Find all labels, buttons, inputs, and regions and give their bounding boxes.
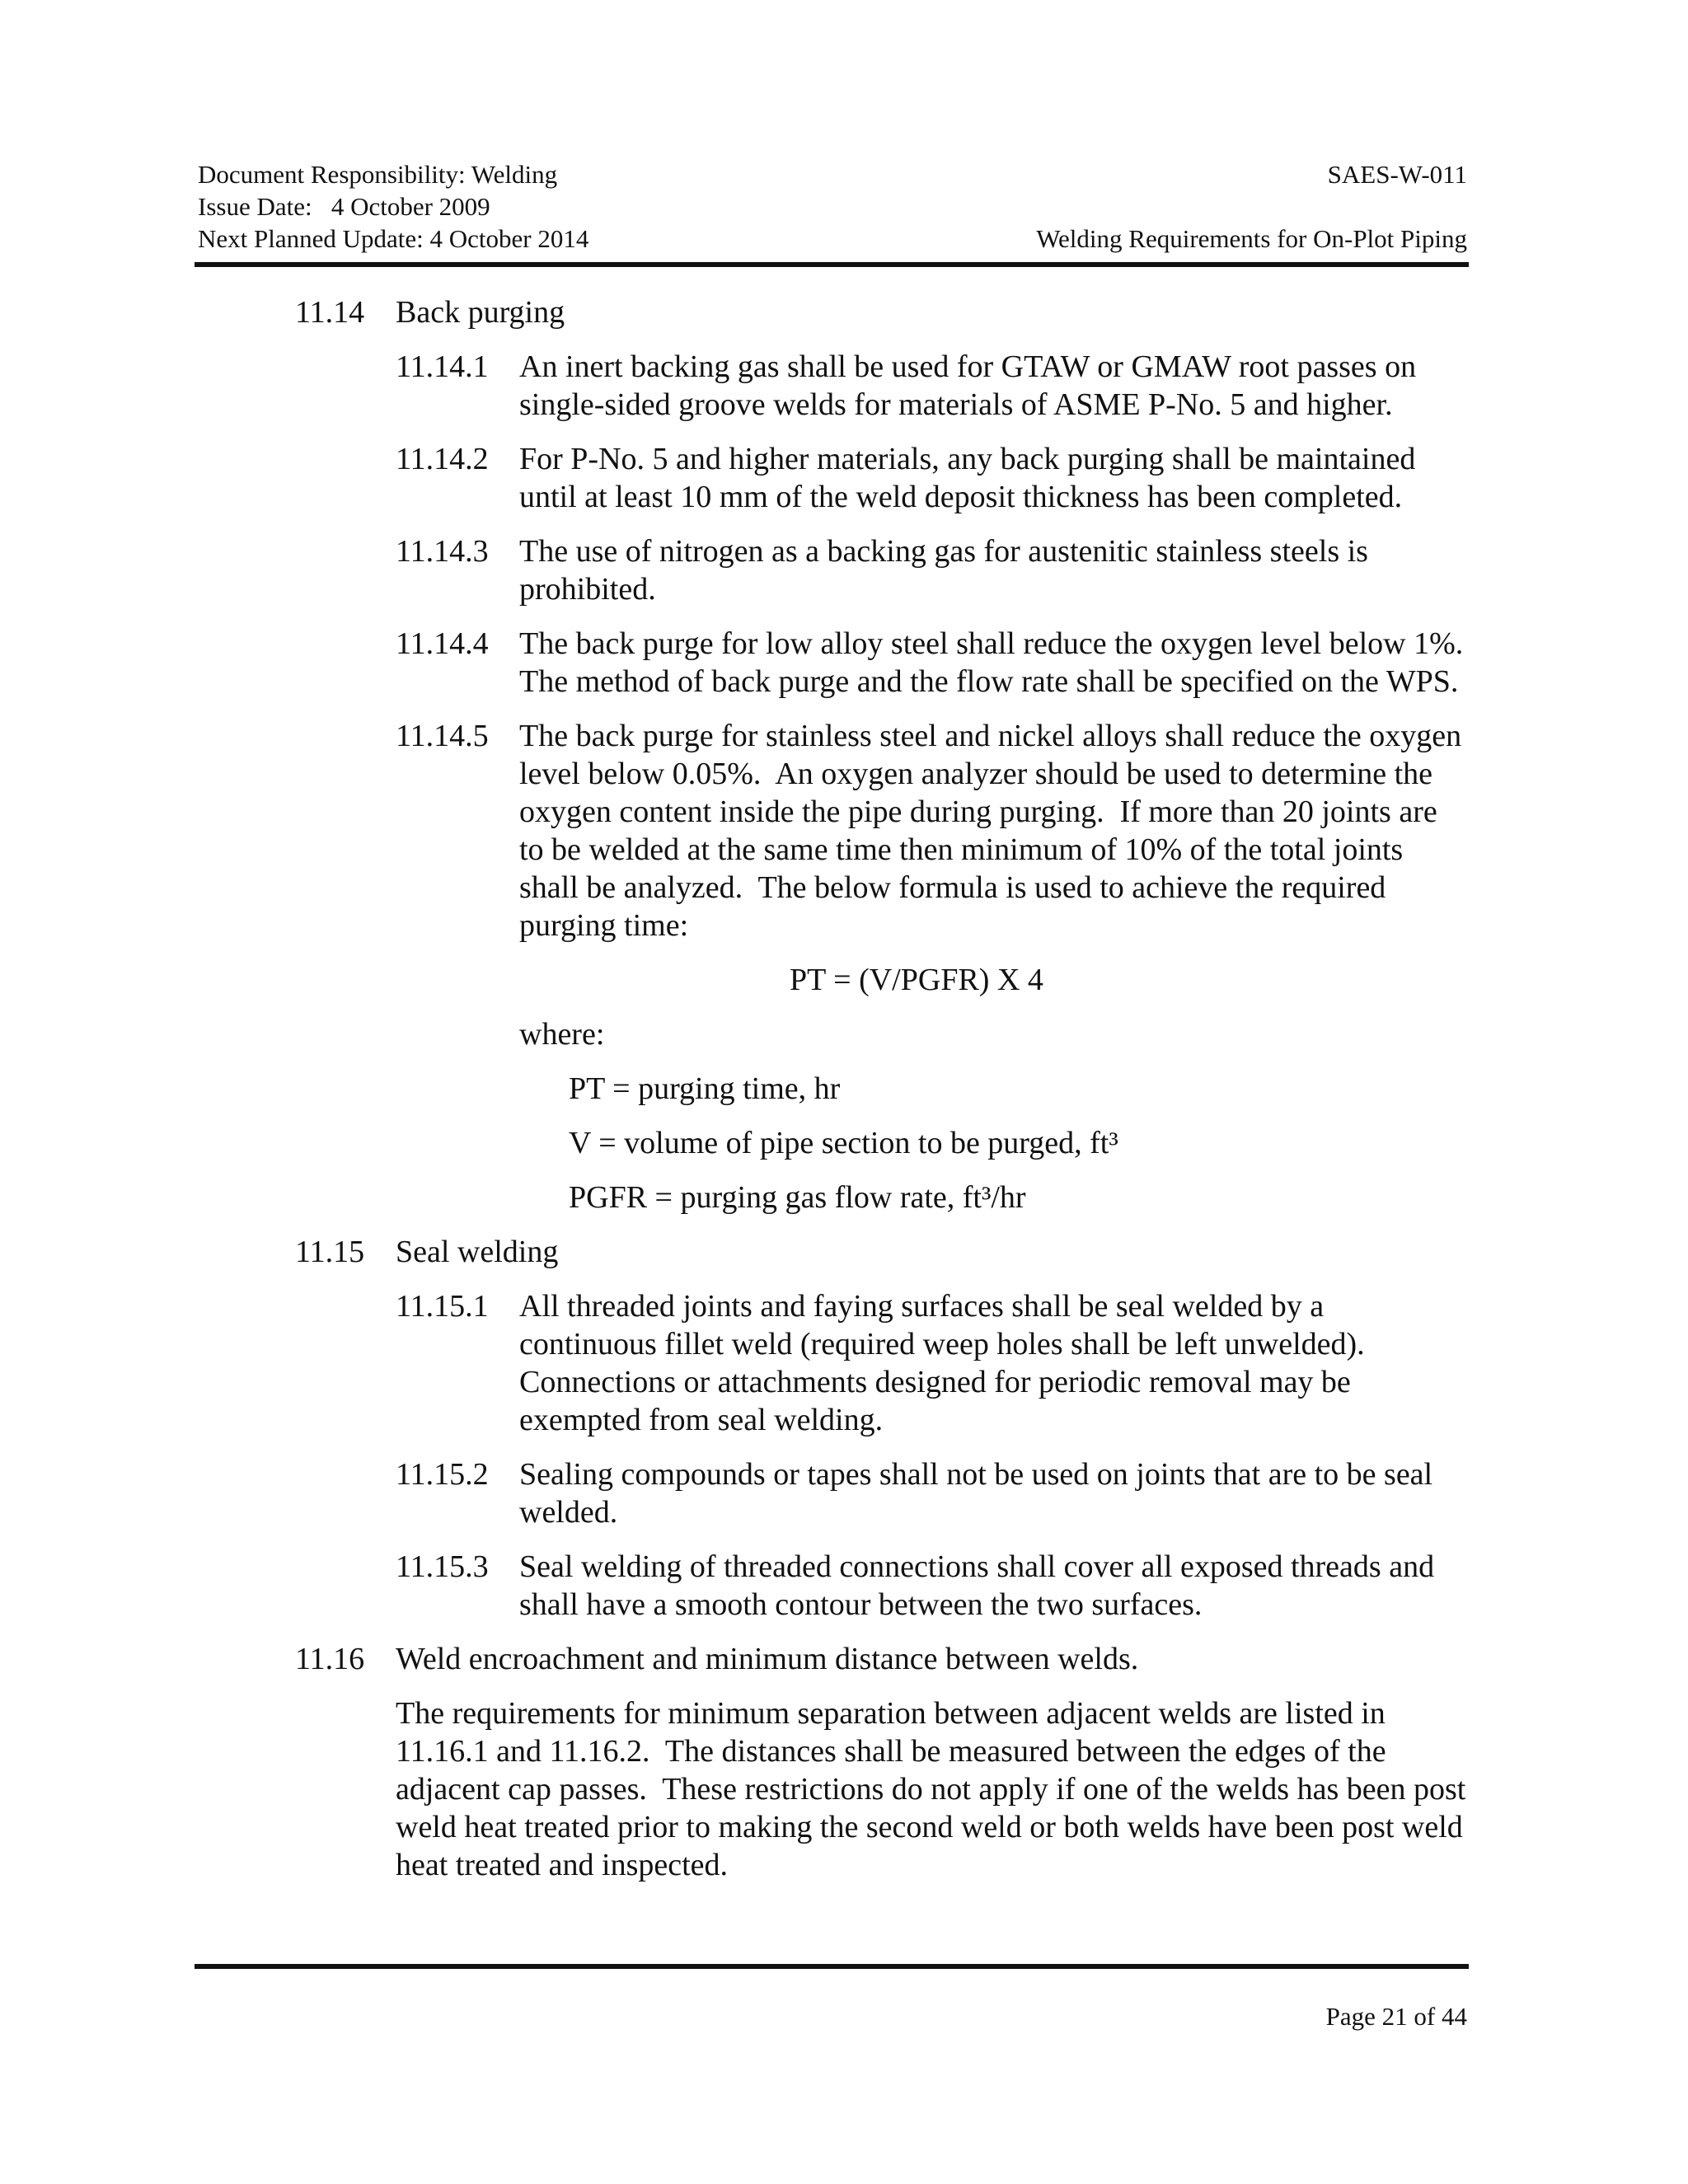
document-title: Welding Requirements for On-Plot Piping [1036,224,1467,253]
header-right [890,158,1467,255]
clause-11-15-1 [396,1287,1467,1439]
section-title: Back purging [396,295,565,330]
definition-pt: PT = purging time, hr [569,1071,841,1106]
clause-number: 11.15.2 [396,1457,489,1492]
definition-pgfr: PGFR = purging gas flow rate, ft³/hr [569,1180,1026,1215]
document-responsibility: Document Responsibility: Welding [198,160,558,189]
section-number: 11.14 [295,295,365,330]
section-number: 11.15 [295,1235,365,1269]
section-11-16-heading [295,1640,1688,1678]
clause-text: All threaded joints and faying surfaces shall be seal welded by a continuous fillet weld (required weep holes shall be left unwelded). Connections or attachments designed for periodic removal may be exempted from seal welding. [519,1289,1365,1437]
purging-time-formula: PT = (V/PGFR) X 4 [790,963,1043,997]
clause-text: Seal welding of threaded connections shall cover all exposed threads and shall have a smooth contour between the two surfaces. [519,1549,1435,1622]
clause-11-14-5 [396,717,1470,944]
clause-11-15-3 [396,1548,1467,1624]
next-planned-update: Next Planned Update: 4 October 2014 [198,224,589,253]
section-number: 11.16 [295,1642,365,1676]
clause-number: 11.14.5 [396,719,489,753]
page-body [0,293,1688,1900]
clause-text: The use of nitrogen as a backing gas for austenitic stainless steels is prohibited. [519,534,1368,607]
clause-text: The back purge for low alloy steel shall reduce the oxygen level below 1%. The method of back purge and the flow rate shall be specified on the WPS. [519,626,1479,699]
section-11-16-paragraph: The requirements for minimum separation between adjacent welds are listed in 11.16.1 and 11.16.2. The distances shall be measured between the edges of the adjacent cap passes. These restrictions do not apply if one of the welds has been post weld heat treated prior to making the second weld or both welds have been post weld heat treated and inspected. [396,1696,1474,1882]
page-number: Page 21 of 44 [1325,2002,1467,2031]
clause-text: The back purge for stainless steel and nickel alloys shall reduce the oxygen level below 0.05%. An oxygen analyzer should be used to determine the oxygen content inside the pipe during purging. If more than 20 joints are to be welded at the same time then minimum of 10% of the total joints shall be analyzed. The below formula is used to achieve the required purging time: [519,719,1470,943]
definition-v: V = volume of pipe section to be purged, ft³ [569,1126,1118,1160]
clause-11-14-4 [396,625,1479,701]
clause-number: 11.15.3 [396,1549,489,1584]
clause-text: Sealing compounds or tapes shall not be used on joints that are to be seal welded. [519,1457,1433,1530]
clause-11-15-2 [396,1455,1467,1531]
clause-number: 11.14.1 [396,349,489,384]
section-11-14-heading [295,293,1688,331]
clause-11-14-2 [396,440,1467,516]
footer-rule [195,1964,1469,1969]
document-number: SAES-W-011 [1327,160,1467,189]
clause-11-14-3 [396,532,1467,608]
header-rule [195,262,1469,267]
clause-11-14-1 [396,348,1467,424]
issue-date: Issue Date: 4 October 2009 [198,192,490,221]
clause-text: An inert backing gas shall be used for GTAW or GMAW root passes on single-sided groove welds for materials of ASME P-No. 5 and higher. [519,349,1417,422]
clause-number: 11.14.3 [396,534,489,569]
clause-number: 11.15.1 [396,1289,489,1324]
section-11-15-heading [295,1233,1688,1271]
section-title: Seal welding [396,1235,559,1269]
where-label: where: [519,1017,605,1052]
header-left [198,158,940,255]
clause-text: For P-No. 5 and higher materials, any back purging shall be maintained until at least 10 mm of the weld deposit thickness has been completed. [519,442,1416,514]
clause-number: 11.14.2 [396,442,489,476]
clause-number: 11.14.4 [396,626,489,661]
section-title: Weld encroachment and minimum distance between welds. [396,1642,1139,1676]
